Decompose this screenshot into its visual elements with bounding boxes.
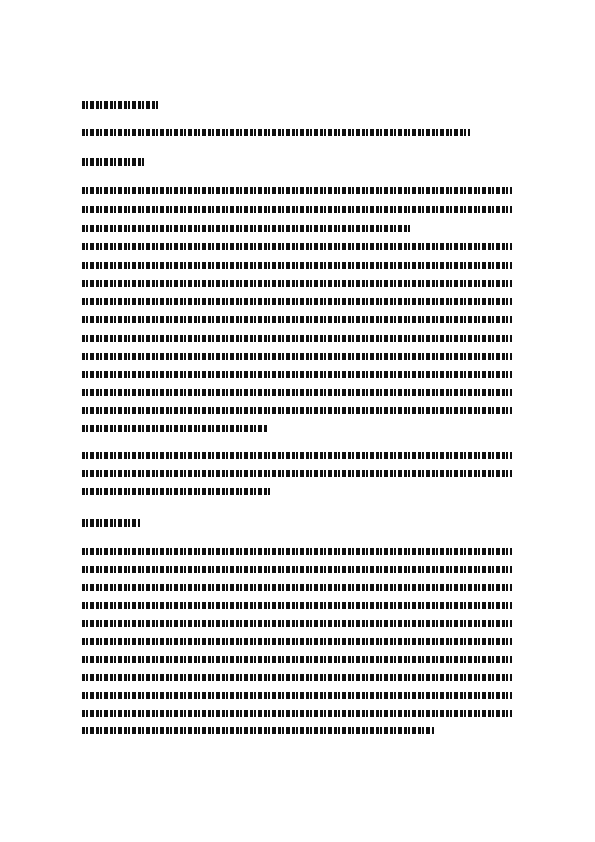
text-line xyxy=(82,566,512,573)
text-line xyxy=(82,353,512,360)
text-line xyxy=(82,262,512,269)
section-heading-2 xyxy=(82,519,140,527)
text-line xyxy=(82,187,512,194)
text-line xyxy=(82,206,512,213)
text-line xyxy=(82,407,512,414)
text-line xyxy=(82,243,512,250)
text-line xyxy=(82,584,512,591)
text-line xyxy=(82,710,512,717)
text-line xyxy=(82,692,512,699)
text-line xyxy=(82,335,512,342)
document-subtitle xyxy=(82,129,470,136)
text-line xyxy=(82,389,512,396)
text-line xyxy=(82,638,512,645)
text-line xyxy=(82,452,512,459)
text-line xyxy=(82,316,512,323)
section-heading-1 xyxy=(82,158,146,166)
text-line xyxy=(82,371,512,378)
text-line xyxy=(82,620,512,627)
text-line xyxy=(82,656,512,663)
text-line xyxy=(82,298,512,305)
text-line xyxy=(82,470,512,477)
document-title xyxy=(82,101,158,109)
text-line xyxy=(82,674,512,681)
text-line xyxy=(82,602,512,609)
text-line xyxy=(82,488,272,495)
text-line xyxy=(82,425,267,432)
text-line xyxy=(82,727,434,734)
text-line xyxy=(82,548,512,555)
text-line xyxy=(82,225,412,232)
text-line xyxy=(82,280,512,287)
